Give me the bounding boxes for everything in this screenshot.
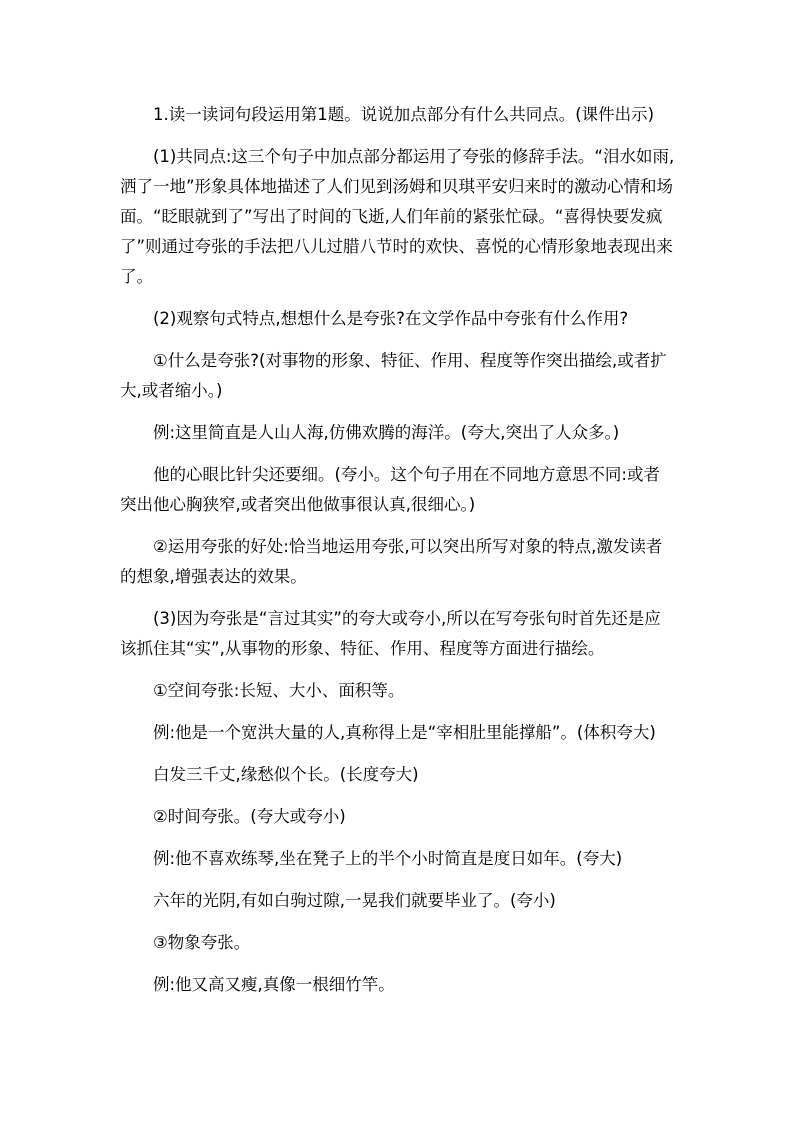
paragraph-example-white-hair: 白发三千丈,缘愁似个长。(长度夸大) — [153, 765, 419, 784]
paragraph-observe-question: (2)观察句式特点,想想什么是夸张?在文学作品中夸张有什么作用? — [153, 309, 629, 328]
paragraph-exercise-title: 1.读一读词句段运用第1题。说说加点部分有什么共同点。(课件出示) — [153, 105, 655, 124]
paragraph-space-exaggeration: ①空间夸张:长短、大小、面积等。 — [153, 681, 405, 700]
paragraph-example-bamboo: 例:他又高又瘦,真像一根细竹竿。 — [153, 975, 395, 994]
paragraph-common-point: (1)共同点:这三个句子中加点部分都运用了夸张的修辞手法。“泪水如雨,洒了一地”形象具体地描述了人们见到汤姆和贝琪平安归来时的激动心情和场面。“眨眼就到了”写出了时间的飞逝,人们年前的紧张忙碌。“喜得快要发疯了”则通过夸张的手法把八儿过腊八节时的欢快、喜悦的心情形象地表现出来了。 — [120, 147, 675, 286]
paragraph-example-six-years: 六年的光阴,有如白驹过隙,一晃我们就要毕业了。(夸小) — [153, 891, 556, 910]
paragraph-writing-method: (3)因为夸张是“言过其实”的夸大或夸小,所以在写夸张句时首先还是应该抓住其“实”,从事物的形象、特征、作用、程度等方面进行描绘。 — [120, 609, 661, 658]
paragraph-example-needle: 他的心眼比针尖还要细。(夸小。这个句子用在不同地方意思不同:或者突出他心胸狭窄,或者突出他做事很认真,很细心。) — [120, 465, 660, 514]
paragraph-what-is-exaggeration: ①什么是夸张?(对事物的形象、特征、作用、程度等作突出描绘,或者扩大,或者缩小。) — [120, 351, 667, 400]
paragraph-time-exaggeration: ②时间夸张。(夸大或夸小) — [153, 807, 346, 826]
document-page — [120, 100, 676, 1000]
paragraph-benefit: ②运用夸张的好处:恰当地运用夸张,可以突出所写对象的特点,激发读者的想象,增强表达的效果。 — [120, 537, 663, 586]
paragraph-example-crowd: 例:这里简直是人山人海,仿佛欢腾的海洋。(夸大,突出了人众多。) — [153, 423, 620, 442]
paragraph-example-piano: 例:他不喜欢练琴,坐在凳子上的半个小时简直是度日如年。(夸大) — [153, 849, 623, 868]
paragraph-example-generous: 例:他是一个宽洪大量的人,真称得上是“宰相肚里能撑船”。(体积夸大) — [153, 723, 656, 742]
paragraph-object-exaggeration: ③物象夸张。 — [153, 933, 251, 952]
